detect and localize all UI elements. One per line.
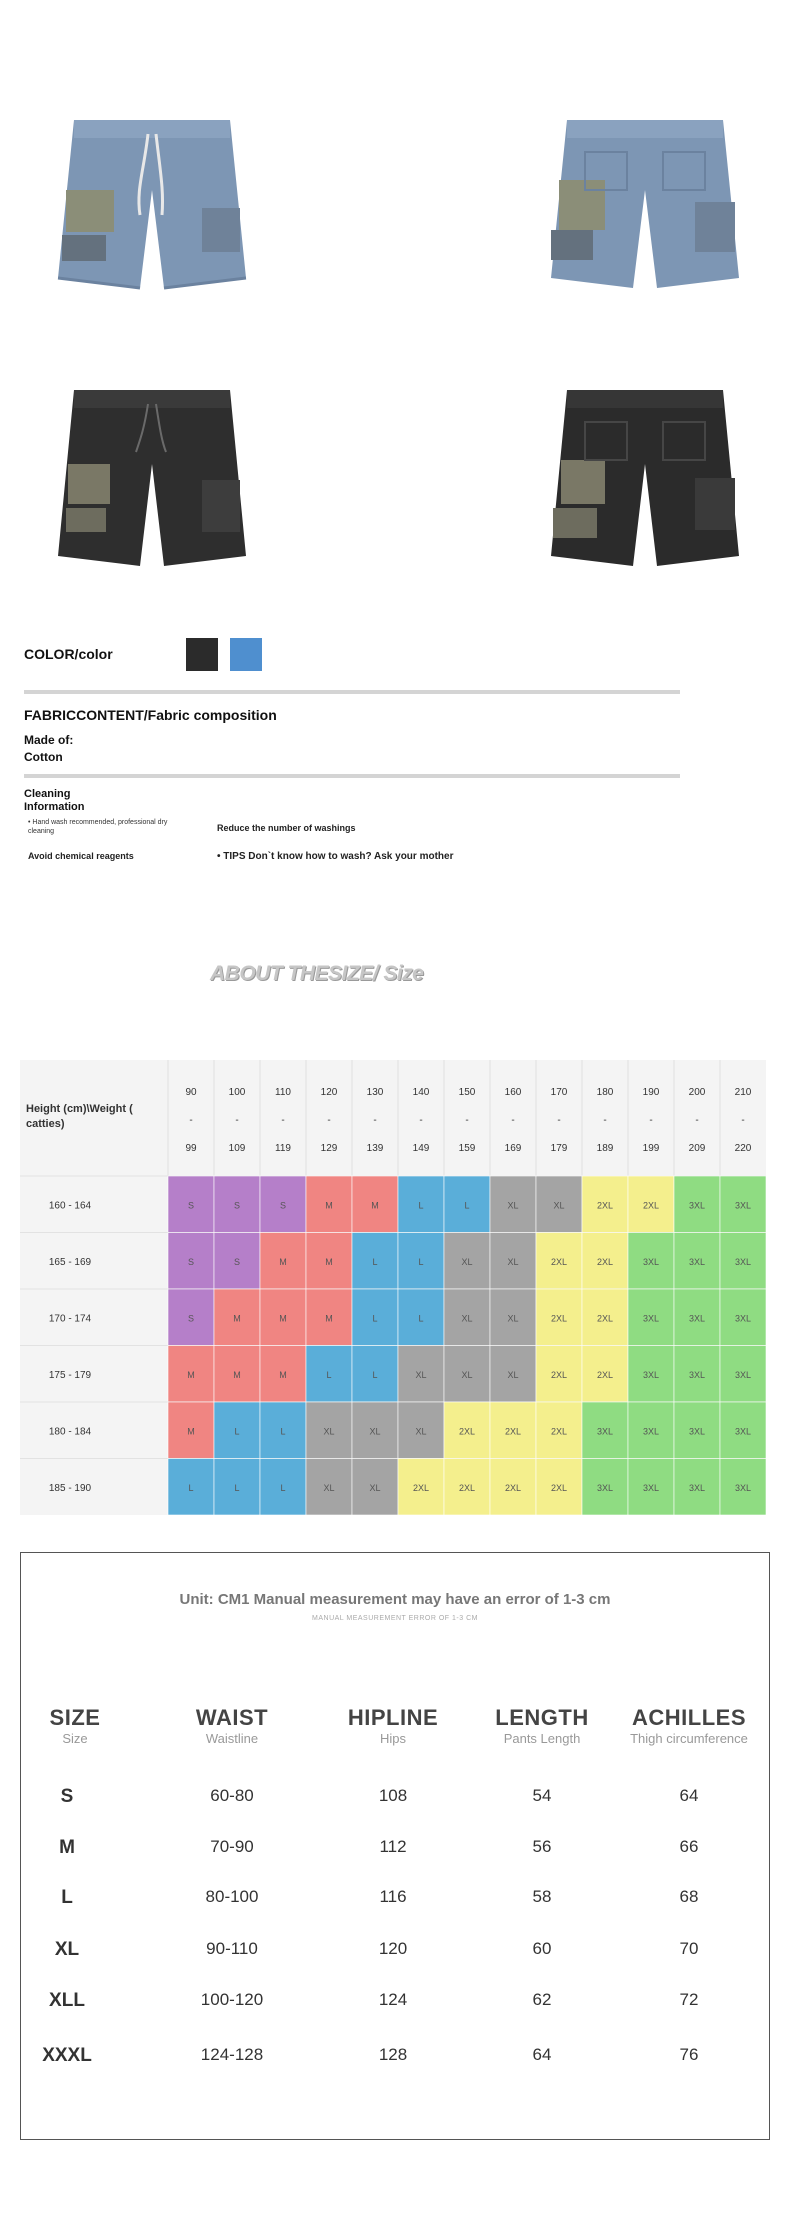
size-cell-label: S xyxy=(187,1256,195,1267)
size-cell-label: S xyxy=(233,1200,241,1211)
weight-range-start: 130 xyxy=(366,1087,384,1098)
size-cell-label: M xyxy=(233,1313,241,1324)
weight-range-start: 190 xyxy=(642,1087,660,1098)
size-cell-label: XL xyxy=(323,1426,335,1437)
weight-range-start: 210 xyxy=(734,1087,752,1098)
size-cell-label: 2XL xyxy=(550,1256,568,1267)
blue-color-swatch[interactable] xyxy=(230,638,262,671)
size-cell: XLL xyxy=(49,1990,85,2011)
size-cell-label: 2XL xyxy=(458,1482,476,1493)
height-range-label: 185 - 190 xyxy=(48,1482,92,1494)
size-cell-label: L xyxy=(418,1256,424,1267)
weight-range-end: 149 xyxy=(412,1143,430,1154)
hipline-cell: 128 xyxy=(378,2045,408,2064)
made-of-value: Cotton xyxy=(24,750,63,764)
tips-note: • TIPS Don`t know how to wash? Ask your mother xyxy=(217,851,454,862)
size-cell-label: 2XL xyxy=(596,1369,614,1380)
size-cell-label: 3XL xyxy=(734,1200,752,1211)
size-cell-label: XL xyxy=(461,1256,473,1267)
size-cell-label: M xyxy=(325,1313,333,1324)
size-cell-label: XL xyxy=(369,1482,381,1493)
size-cell-label: XL xyxy=(507,1313,519,1324)
achilles-cell: 76 xyxy=(679,2045,699,2064)
size-cell: M xyxy=(59,1837,75,1858)
size-cell-label: M xyxy=(325,1200,333,1211)
hipline-cell: 112 xyxy=(379,1837,407,1856)
size-cell-label: 3XL xyxy=(642,1313,660,1324)
size-cell-label: XL xyxy=(507,1256,519,1267)
waist-cell: 60-80 xyxy=(210,1786,254,1805)
hipline-cell: 108 xyxy=(378,1786,408,1805)
weight-range-start: 110 xyxy=(275,1087,291,1098)
weight-range-end: 99 xyxy=(185,1143,197,1154)
waist-cell: 124-128 xyxy=(200,2045,264,2064)
achilles-cell: 72 xyxy=(679,1990,699,2009)
waist-cell: 100-120 xyxy=(200,1990,264,2009)
weight-range-start: 90 xyxy=(185,1087,197,1098)
hipline-cell: 124 xyxy=(378,1990,408,2009)
weight-range-end: 209 xyxy=(688,1143,706,1154)
size-cell-label: L xyxy=(372,1313,378,1324)
weight-range-end: 199 xyxy=(642,1143,660,1154)
size-cell-label: S xyxy=(233,1256,241,1267)
size-cell-label: 2XL xyxy=(596,1313,614,1324)
corner-label: catties) xyxy=(26,1118,65,1130)
hipline-subheader: Hips xyxy=(379,1731,406,1746)
length-subheader: Pants Length xyxy=(503,1731,581,1746)
length-header: LENGTH xyxy=(495,1705,589,1730)
weight-range-start: 160 xyxy=(504,1087,522,1098)
weight-range-end: 179 xyxy=(550,1143,568,1154)
size-cell-label: 3XL xyxy=(734,1482,752,1493)
size-cell-label: M xyxy=(233,1369,241,1380)
height-range-label: 165 - 169 xyxy=(48,1256,92,1268)
weight-range-dash: - xyxy=(557,1115,561,1126)
length-cell: 64 xyxy=(532,2045,552,2064)
size-cell-label: M xyxy=(279,1369,287,1380)
waist-header: WAIST xyxy=(195,1705,269,1730)
size-cell-label: M xyxy=(279,1256,287,1267)
height-range-label: 180 - 184 xyxy=(48,1426,92,1438)
length-cell: 56 xyxy=(532,1837,552,1856)
weight-range-dash: - xyxy=(373,1115,377,1126)
size-cell-label: 2XL xyxy=(458,1426,476,1437)
made-of-label: Made of: xyxy=(24,733,74,747)
size-cell-label: XL xyxy=(553,1200,565,1211)
height-range-label: 170 - 174 xyxy=(48,1313,92,1325)
weight-range-start: 120 xyxy=(320,1087,338,1098)
size-cell-label: 3XL xyxy=(688,1369,706,1380)
unit-note: Unit: CM1 Manual measurement may have an error of 1-3 cm xyxy=(179,1591,611,1608)
weight-range-start: 200 xyxy=(688,1087,706,1098)
size-cell-label: 3XL xyxy=(688,1482,706,1493)
size-cell-label: 3XL xyxy=(734,1256,752,1267)
avoid-chemicals-note: Avoid chemical reagents xyxy=(28,851,134,861)
size-cell-label: XL xyxy=(507,1369,519,1380)
size-cell-label: L xyxy=(372,1369,378,1380)
divider xyxy=(24,774,680,778)
length-cell: 60 xyxy=(532,1939,552,1958)
weight-range-start: 140 xyxy=(412,1087,430,1098)
cleaning-information-title: Cleaning Information xyxy=(24,788,85,813)
size-cell-label: 3XL xyxy=(642,1369,660,1380)
size-cell-label: M xyxy=(325,1256,333,1267)
size-cell-label: XL xyxy=(369,1426,381,1437)
size-cell-label: 3XL xyxy=(596,1482,614,1493)
size-cell-label: XL xyxy=(323,1482,335,1493)
size-cell: L xyxy=(61,1887,73,1908)
size-cell-label: 3XL xyxy=(688,1200,706,1211)
size-cell-label: XL xyxy=(461,1313,473,1324)
length-cell: 62 xyxy=(532,1990,552,2009)
black-shorts-front-photo xyxy=(52,380,252,580)
size-cell-label: XL xyxy=(415,1369,427,1380)
color-label: COLOR/color xyxy=(24,646,113,662)
height-range-label: 160 - 164 xyxy=(48,1200,92,1212)
size-chart xyxy=(0,1060,790,1530)
weight-range-dash: - xyxy=(281,1115,285,1126)
weight-range-dash: - xyxy=(235,1115,239,1126)
size-cell-label: L xyxy=(372,1256,378,1267)
size-cell-label: 3XL xyxy=(688,1313,706,1324)
size-cell-label: XL xyxy=(461,1369,473,1380)
size-cell-label: 2XL xyxy=(504,1426,522,1437)
height-range-label: 175 - 179 xyxy=(48,1369,92,1381)
size-cell-label: 3XL xyxy=(688,1426,706,1437)
achilles-cell: 66 xyxy=(679,1837,699,1856)
size-cell-label: L xyxy=(326,1369,332,1380)
size-cell-label: 2XL xyxy=(550,1313,568,1324)
measurement-table xyxy=(20,1552,770,2140)
size-cell-label: M xyxy=(187,1369,195,1380)
weight-range-end: 129 xyxy=(320,1143,338,1154)
size-cell: S xyxy=(60,1786,74,1807)
hipline-cell: 116 xyxy=(379,1887,407,1906)
about-size-title: ABOUT THESIZE/ Size xyxy=(210,962,424,985)
weight-range-dash: - xyxy=(465,1115,469,1126)
size-cell-label: 3XL xyxy=(734,1313,752,1324)
size-cell-label: L xyxy=(418,1200,424,1211)
size-cell-label: L xyxy=(234,1426,240,1437)
size-cell-label: L xyxy=(464,1200,470,1211)
size-cell-label: M xyxy=(279,1313,287,1324)
size-cell-label: 2XL xyxy=(504,1482,522,1493)
weight-range-end: 159 xyxy=(458,1143,476,1154)
fabric-composition-title: FABRICCONTENT/Fabric composition xyxy=(24,707,277,723)
size-cell-label: XL xyxy=(415,1426,427,1437)
black-color-swatch[interactable] xyxy=(186,638,218,671)
size-cell-label: S xyxy=(187,1200,195,1211)
size-cell-label: 2XL xyxy=(596,1256,614,1267)
achilles-cell: 70 xyxy=(679,1939,699,1958)
weight-range-dash: - xyxy=(695,1115,699,1126)
weight-range-dash: - xyxy=(603,1115,607,1126)
size-cell-label: M xyxy=(187,1426,195,1437)
size-cell-label: L xyxy=(280,1482,286,1493)
reduce-washing-note: Reduce the number of washings xyxy=(217,823,356,833)
weight-range-end: 109 xyxy=(228,1143,246,1154)
weight-range-end: 169 xyxy=(504,1143,522,1154)
weight-range-dash: - xyxy=(511,1115,515,1126)
size-subheader: Size xyxy=(62,1731,88,1746)
size-cell-label: 3XL xyxy=(642,1482,660,1493)
size-cell-label: M xyxy=(371,1200,379,1211)
weight-range-dash: - xyxy=(189,1115,193,1126)
achilles-subheader: Thigh circumference xyxy=(630,1731,748,1746)
blue-shorts-back-photo xyxy=(545,110,745,300)
weight-range-dash: - xyxy=(741,1115,745,1126)
size-cell-label: L xyxy=(188,1482,194,1493)
waist-cell: 80-100 xyxy=(205,1887,259,1906)
black-shorts-back-photo xyxy=(545,380,745,580)
weight-range-end: 119 xyxy=(275,1143,291,1154)
size-cell-label: XL xyxy=(507,1200,519,1211)
weight-range-end: 189 xyxy=(596,1143,614,1154)
size-cell-label: 2XL xyxy=(550,1369,568,1380)
size-cell-label: 2XL xyxy=(642,1200,660,1211)
size-cell-label: 2XL xyxy=(550,1482,568,1493)
size-cell-label: 3XL xyxy=(734,1426,752,1437)
weight-range-start: 150 xyxy=(458,1087,476,1098)
size-cell-label: S xyxy=(279,1200,287,1211)
length-cell: 58 xyxy=(532,1887,552,1906)
blue-shorts-front-photo xyxy=(52,110,252,300)
size-header: SIZE xyxy=(49,1705,101,1730)
hipline-cell: 120 xyxy=(378,1939,408,1958)
size-cell: XXXL xyxy=(42,2045,92,2066)
size-cell-label: L xyxy=(280,1426,286,1437)
size-cell-label: S xyxy=(187,1313,195,1324)
unit-subnote: MANUAL MEASUREMENT ERROR OF 1-3 CM xyxy=(312,1615,478,1622)
size-cell-label: 3XL xyxy=(596,1426,614,1437)
waist-subheader: Waistline xyxy=(205,1731,259,1746)
size-cell-label: 2XL xyxy=(412,1482,430,1493)
size-cell-label: 2XL xyxy=(550,1426,568,1437)
weight-range-start: 100 xyxy=(228,1087,246,1098)
hipline-header: HIPLINE xyxy=(347,1705,439,1730)
size-cell-label: L xyxy=(418,1313,424,1324)
size-cell-label: 2XL xyxy=(596,1200,614,1211)
divider xyxy=(24,690,680,694)
size-cell-label: L xyxy=(234,1482,240,1493)
achilles-header: ACHILLES xyxy=(632,1705,746,1730)
weight-range-end: 220 xyxy=(734,1143,752,1154)
waist-cell: 90-110 xyxy=(206,1939,258,1958)
size-cell-label: 3XL xyxy=(734,1369,752,1380)
size-cell-label: 3XL xyxy=(642,1426,660,1437)
size-cell-label: 3XL xyxy=(688,1256,706,1267)
size-cell-label: 3XL xyxy=(642,1256,660,1267)
achilles-cell: 64 xyxy=(679,1786,699,1805)
weight-range-end: 139 xyxy=(366,1143,384,1154)
weight-range-dash: - xyxy=(327,1115,331,1126)
weight-range-start: 180 xyxy=(596,1087,614,1098)
weight-range-dash: - xyxy=(649,1115,653,1126)
corner-label: Height (cm)\Weight ( xyxy=(26,1103,133,1115)
waist-cell: 70-90 xyxy=(210,1837,254,1856)
weight-range-dash: - xyxy=(419,1115,423,1126)
achilles-cell: 68 xyxy=(679,1887,699,1906)
weight-range-start: 170 xyxy=(550,1087,568,1098)
size-cell: XL xyxy=(54,1939,80,1960)
handwash-note: • Hand wash recommended, professional dry cleaning xyxy=(28,819,168,835)
length-cell: 54 xyxy=(532,1786,552,1805)
